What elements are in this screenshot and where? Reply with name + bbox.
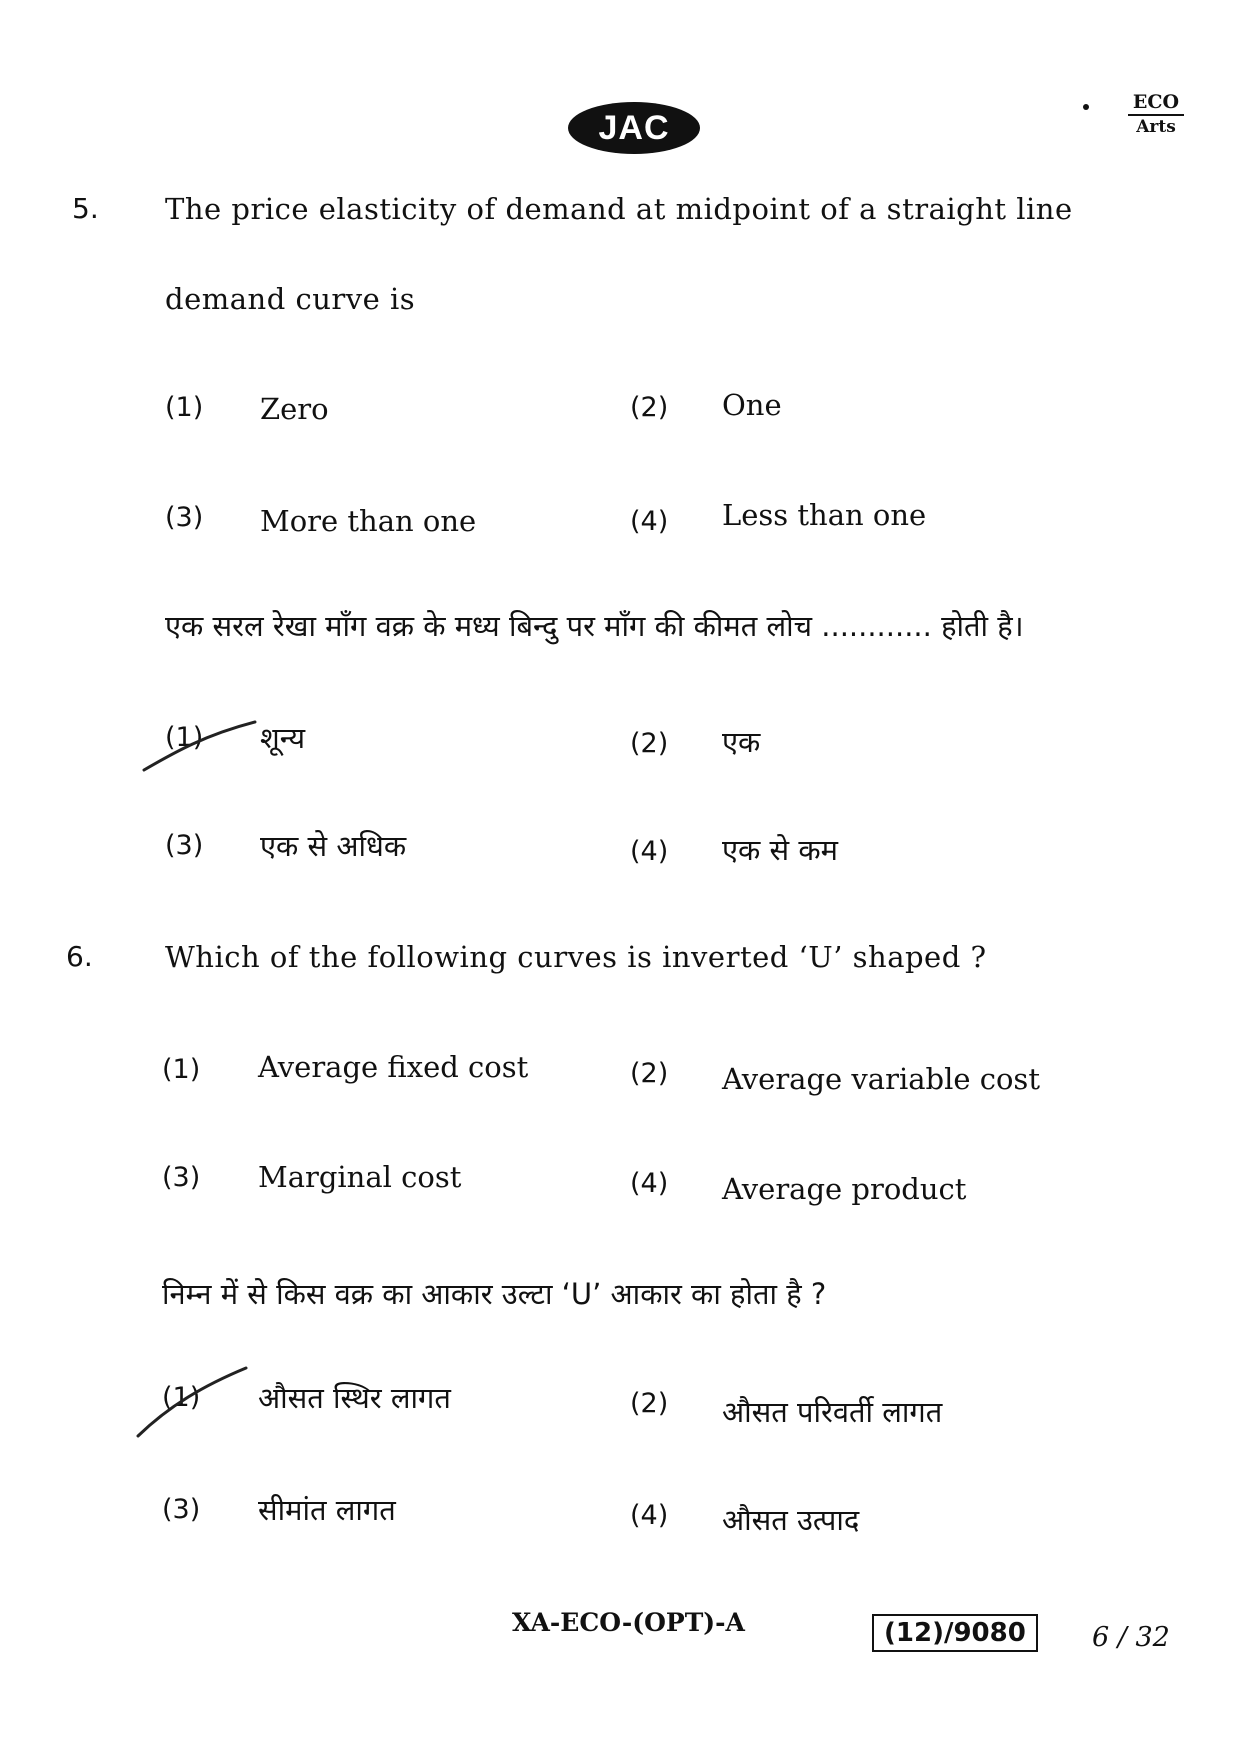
badge-top: ECO — [1128, 92, 1184, 116]
q5-en-option-1-num: (1) — [165, 392, 204, 423]
jac-logo — [568, 102, 700, 154]
question-5-number: 5. — [72, 192, 99, 225]
q5-hi-option-1-text: शून्य — [260, 721, 306, 755]
page-number: 6 / 32 — [1092, 1622, 1170, 1653]
q6-hi-option-2-text: औसत परिवर्ती लागत — [722, 1395, 943, 1429]
q5-hi-option-4-num: (4) — [630, 836, 669, 867]
q5-en-option-2-num: (2) — [630, 392, 669, 423]
q5-en-option-2-text: One — [722, 388, 782, 422]
q6-en-option-2-text: Average variable cost — [722, 1062, 1040, 1096]
paper-code: XA-ECO-(OPT)-A — [512, 1608, 745, 1637]
q6-hi-option-3-text: सीमांत लागत — [258, 1493, 396, 1527]
q5-en-option-4-num: (4) — [630, 506, 669, 537]
header-dot — [1083, 104, 1089, 110]
question-6-hindi: निम्न में से किस वक्र का आकार उल्टा ‘U’ आकार का होता है ? — [162, 1277, 827, 1311]
badge-bottom: Arts — [1136, 117, 1176, 137]
q5-en-option-3-text: More than one — [260, 504, 477, 538]
q5-en-option-3-num: (3) — [165, 502, 204, 533]
question-5-line-1: The price elasticity of demand at midpoint of a straight line — [165, 192, 1073, 226]
q5-hi-option-3-text: एक से अधिक — [260, 829, 407, 863]
question-5-line-2: demand curve is — [165, 282, 416, 316]
q6-en-option-3-num: (3) — [162, 1162, 201, 1193]
q5-hi-option-2-num: (2) — [630, 728, 669, 759]
q6-hi-option-1-text: औसत स्थिर लागत — [258, 1381, 451, 1415]
q6-en-option-4-num: (4) — [630, 1168, 669, 1199]
question-6-line-1: Which of the following curves is inverted ‘U’ shaped ? — [165, 940, 987, 974]
question-6-number: 6. — [66, 940, 93, 973]
q6-en-option-1-text: Average fixed cost — [258, 1050, 529, 1084]
paper-set-box: (12)/9080 — [872, 1614, 1038, 1652]
subject-badge — [1128, 92, 1184, 138]
q5-hi-option-2-text: एक — [722, 725, 761, 759]
q6-hi-option-2-num: (2) — [630, 1388, 669, 1419]
q6-en-option-4-text: Average product — [722, 1172, 967, 1206]
q5-en-option-4-text: Less than one — [722, 498, 927, 532]
q6-hi-option-4-text: औसत उत्पाद — [722, 1503, 860, 1537]
q6-hi-option-1-num: (1) — [162, 1382, 201, 1413]
logo-text: JAC — [598, 108, 670, 147]
q6-hi-option-3-num: (3) — [162, 1494, 201, 1525]
q5-hi-option-1-num: (1) — [165, 722, 204, 753]
question-5-hindi: एक सरल रेखा माँग वक्र के मध्य बिन्दु पर माँग की कीमत लोच ............ होती है। — [165, 609, 1024, 643]
q5-hi-option-3-num: (3) — [165, 830, 204, 861]
q6-hi-option-4-num: (4) — [630, 1500, 669, 1531]
q6-en-option-3-text: Marginal cost — [258, 1160, 462, 1194]
q6-en-option-1-num: (1) — [162, 1054, 201, 1085]
q5-hi-option-4-text: एक से कम — [722, 833, 838, 867]
q5-en-option-1-text: Zero — [260, 392, 329, 426]
q6-en-option-2-num: (2) — [630, 1058, 669, 1089]
